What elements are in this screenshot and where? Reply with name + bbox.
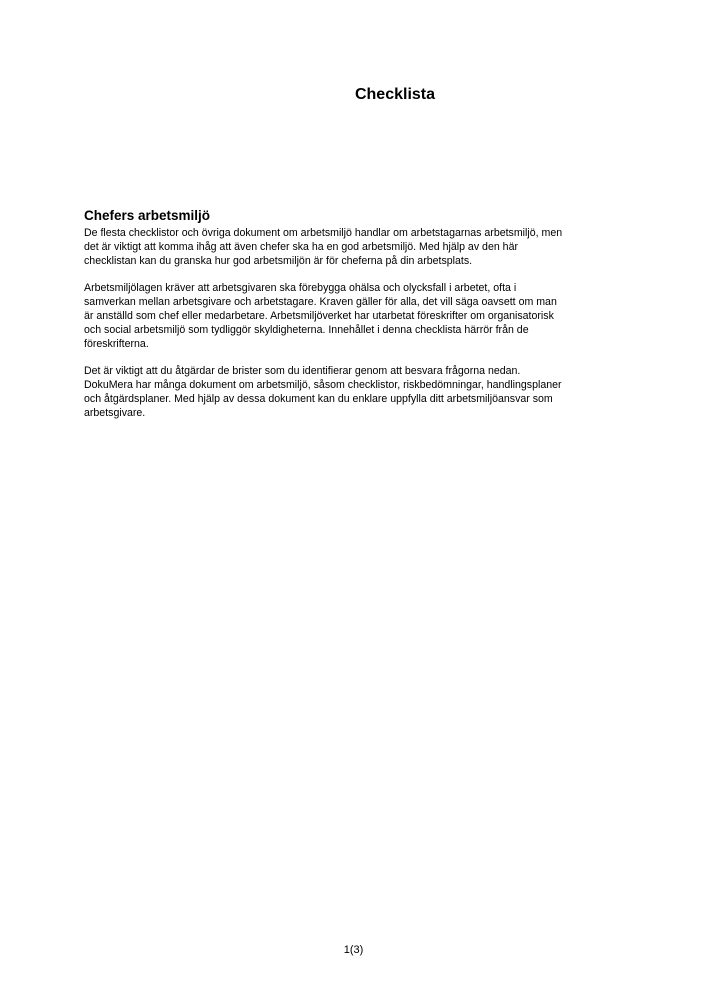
paragraph-line: DokuMera har många dokument om arbetsmiljö, såsom checklistor, riskbedömningar, handlingsplaner [84, 379, 562, 392]
paragraph-line: De flesta checklistor och övriga dokument om arbetsmiljö handlar om arbetstagarnas arbetsmiljö, men [84, 227, 563, 239]
paragraph-law [84, 282, 629, 351]
paragraph-intro [84, 227, 629, 268]
paragraph-line: Arbetsmiljölagen kräver att arbetsgivaren ska förebygga ohälsa och olycksfall i arbetet, ofta i [84, 282, 517, 295]
section-heading: Chefers arbetsmiljö [84, 208, 211, 223]
paragraph-line: Det är viktigt att du åtgärdar de brister som du identifierar genom att besvara frågorna nedan. [84, 365, 521, 378]
page-number: 1(3) [343, 944, 364, 956]
paragraph-line: samverkan mellan arbetsgivare och arbetstagare. Kraven gäller för alla, det vill säga oavsett om man [84, 296, 557, 309]
paragraph-line: och social arbetsmiljö som tydliggör skyldigheterna. Innehållet i denna checklista härrör från de [84, 323, 529, 336]
paragraph-line: checklistan kan du granska hur god arbetsmiljön är för cheferna på din arbetsplats. [84, 254, 473, 267]
paragraph-line: det är viktigt att komma ihåg att även chefer ska ha en god arbetsmiljö. Med hjälp av den här [84, 240, 518, 253]
document-title: Checklista [354, 86, 436, 103]
section-chefers-arbetsmiljo [84, 207, 629, 435]
paragraph-actions [84, 365, 629, 420]
paragraph-line: och åtgärdsplaner. Med hjälp av dessa dokument kan du enklare uppfylla ditt arbetsmiljöansvar som [84, 392, 553, 405]
paragraph-line: är anställd som chef eller medarbetare. Arbetsmiljöverket har utarbetat föreskrifter om organisatorisk [84, 309, 554, 322]
paragraph-line: föreskrifterna. [84, 337, 149, 350]
paragraph-line: arbetsgivare. [84, 406, 146, 419]
